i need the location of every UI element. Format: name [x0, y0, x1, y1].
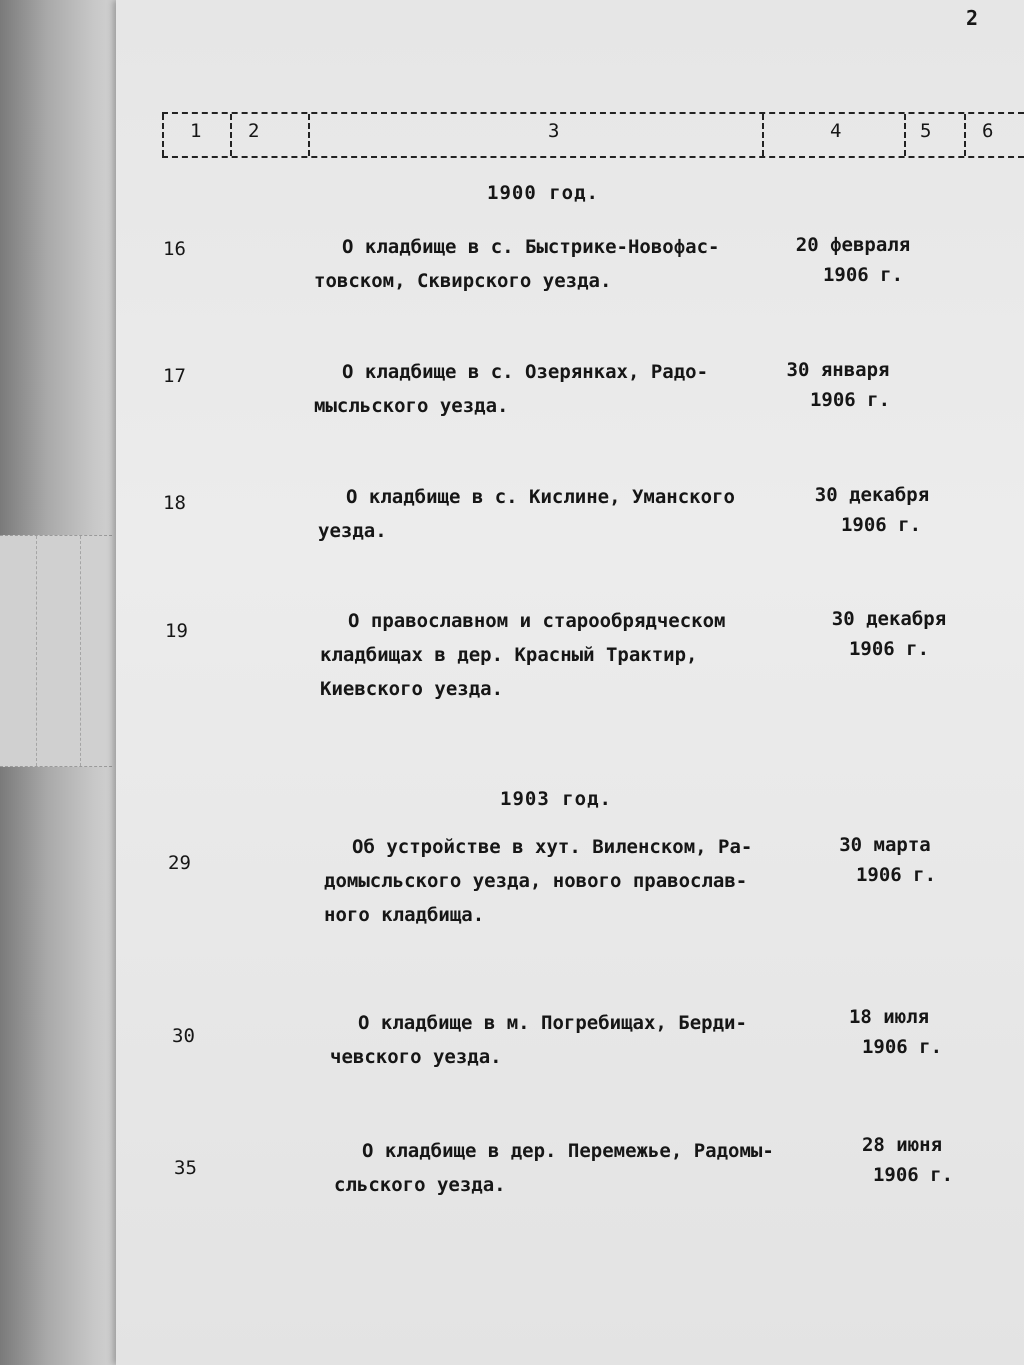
- entry-line: Об устройстве в хут. Виленском, Ра-: [352, 836, 753, 858]
- entry-description: [334, 1134, 774, 1202]
- entry-number: 16: [163, 238, 186, 260]
- entry-line: Киевского уезда.: [320, 678, 504, 700]
- column-number-6: 6: [982, 120, 994, 142]
- date-day-month: 18 июля: [848, 1006, 930, 1028]
- date-year: 1906 г.: [840, 514, 922, 536]
- entry-number: 17: [163, 365, 186, 387]
- entry-date: [778, 355, 898, 415]
- entry-description: [314, 230, 720, 298]
- entry-description: [314, 355, 708, 423]
- date-day-month: 30 декабря: [831, 608, 947, 630]
- date-day-month: 30 марта: [839, 834, 931, 856]
- column-separator: [762, 114, 764, 156]
- underlying-page-rule: [36, 536, 37, 766]
- section-year-1900: 1900 год.: [487, 182, 599, 204]
- date-day-month: 28 июня: [861, 1134, 943, 1156]
- entry-date: [822, 604, 956, 664]
- column-header-grid: [162, 112, 1024, 158]
- entry-date: [848, 1130, 956, 1190]
- entry-description: [318, 480, 735, 548]
- entry-number: 30: [172, 1025, 195, 1047]
- column-number-2: 2: [248, 120, 260, 142]
- date-day-month: 30 декабря: [814, 484, 930, 506]
- date-day-month: 30 января: [786, 359, 890, 381]
- column-separator: [964, 114, 966, 156]
- entry-line: уезда.: [318, 520, 387, 542]
- date-year: 1906 г.: [855, 864, 937, 886]
- underlying-page-edge: [0, 535, 112, 767]
- entry-description: [324, 830, 752, 932]
- entry-line: О кладбище в с. Быстрике-Новофас-: [342, 236, 720, 258]
- column-separator: [904, 114, 906, 156]
- entry-line: О кладбище в с. Озерянках, Радо-: [342, 361, 709, 383]
- entry-number: 29: [168, 852, 191, 874]
- entry-number: 35: [174, 1157, 197, 1179]
- entry-line: О православном и старообрядческом: [348, 610, 726, 632]
- entry-number: 18: [163, 492, 186, 514]
- entry-number: 19: [165, 620, 188, 642]
- section-year-1903: 1903 год.: [500, 788, 612, 810]
- entry-date: [786, 230, 920, 290]
- column-separator: [230, 114, 232, 156]
- column-number-3: 3: [548, 120, 560, 142]
- entry-date: [832, 1002, 946, 1062]
- entry-description: [320, 604, 726, 706]
- entry-line: ного кладбища.: [324, 904, 485, 926]
- entry-line: мысльского уезда.: [314, 395, 509, 417]
- entry-line: чевского уезда.: [330, 1046, 502, 1068]
- entry-line: кладбищах в дер. Красный Трактир,: [320, 644, 698, 666]
- date-year: 1906 г.: [848, 638, 930, 660]
- page-number: 2: [966, 6, 979, 30]
- date-year: 1906 г.: [872, 1164, 954, 1186]
- date-year: 1906 г.: [822, 264, 904, 286]
- column-number-4: 4: [830, 120, 842, 142]
- entry-line: О кладбище в с. Кислине, Уманского: [346, 486, 735, 508]
- entry-description: [330, 1006, 747, 1074]
- column-number-1: 1: [190, 120, 202, 142]
- date-day-month: 20 февраля: [795, 234, 911, 256]
- entry-line: товском, Сквирского уезда.: [314, 270, 612, 292]
- entry-date: [802, 480, 942, 540]
- date-year: 1906 г.: [861, 1036, 943, 1058]
- entry-line: домысльского уезда, нового православ-: [324, 870, 748, 892]
- date-year: 1906 г.: [809, 389, 891, 411]
- entry-line: О кладбище в дер. Перемежье, Радомы-: [362, 1140, 774, 1162]
- column-separator: [162, 114, 164, 156]
- entry-line: О кладбище в м. Погребищах, Берди-: [358, 1012, 747, 1034]
- entry-date: [828, 830, 942, 890]
- column-separator: [308, 114, 310, 156]
- column-number-5: 5: [920, 120, 932, 142]
- entry-line: сльского уезда.: [334, 1174, 506, 1196]
- underlying-page-rule: [80, 536, 81, 766]
